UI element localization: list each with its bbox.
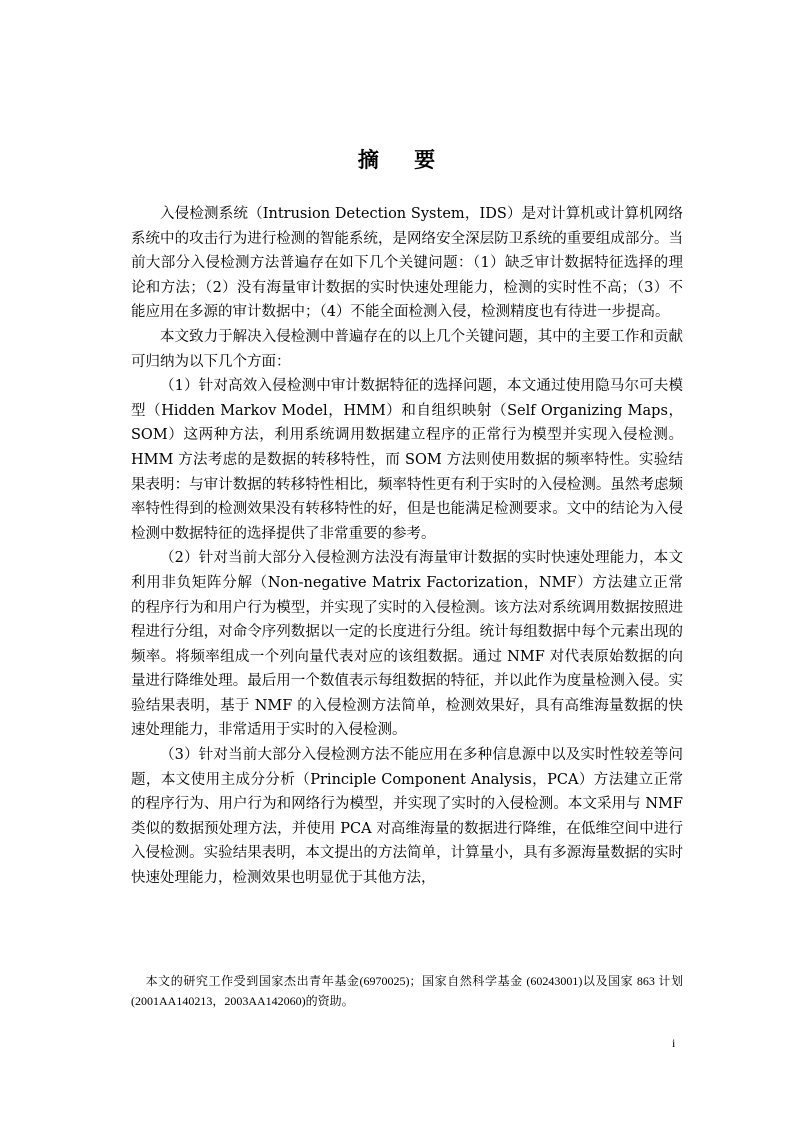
footnote-text: 本文的研究工作受到国家杰出青年基金(6970025)；国家自然科学基金 (60243001)以及国家 863 计划(2001AA140213，2003AA142060)的资助。 <box>131 974 683 1008</box>
funding-footnote <box>131 971 683 1011</box>
abstract-body <box>131 202 683 891</box>
paragraph-contribution-2: （2）针对当前大部分入侵检测方法没有海量审计数据的实时快速处理能力，本文利用非负矩阵分解（Non-negative Matrix Factorization，NMF）方法建立正常的程序行为和用户行为模型，并实现了实时的入侵检测。该方法对系统调用数据按照进程进行分组，对命令序列数据以一定的长度进行分组。统计每组数据中每个元素出现的频率。将频率组成一个列向量代表对应的该组数据。通过 NMF 对代表原始数据的向量进行降维处理。最后用一个数值表示每组数据的特征，并以此作为度量检测入侵。实验结果表明，基于 NMF 的入侵检测方法简单，检测效果好，具有高维海量数据的快速处理能力，非常适用于实时的入侵检测。 <box>131 550 683 739</box>
paragraph-overview: 本文致力于解决入侵检测中普遍存在的以上几个关键问题，其中的主要工作和贡献可归纳为以下几个方面： <box>131 328 683 370</box>
paragraph-contribution-3: （3）针对当前大部分入侵检测方法不能应用在多种信息源中以及实时性较差等问题，本文使用主成分分析（Principle Component Analysis，PCA）方法建立正常的程序行为、用户行为和网络行为模型，并实现了实时的入侵检测。本文采用与 NMF 类似的数据预处理方法，并使用 PCA 对高维海量的数据进行降维，在低维空间中进行入侵检测。实验结果表明，本文提出的方法简单，计算量小，具有多源海量数据的实时快速处理能力，检测效果也明显优于其他方法， <box>131 747 683 887</box>
paragraph-contribution-1: （1）针对高效入侵检测中审计数据特征的选择问题，本文通过使用隐马尔可夫模型（Hidden Markov Model，HMM）和自组织映射（Self Organizing Maps，SOM）这两种方法，利用系统调用数据建立程序的正常行为模型并实现入侵检测。HMM 方法考虑的是数据的转移特性，而 SOM 方法则使用数据的频率特性。实验结果表明：与审计数据的转移特性相比，频率特性更有利于实时的入侵检测。虽然考虑频率特性得到的检测效果没有转移特性的好，但是也能满足检测要求。文中的结论为入侵检测中数据特征的选择提供了非常重要的参考。 <box>131 378 683 542</box>
page-number: i <box>672 1036 676 1050</box>
paragraph-intro: 入侵检测系统（Intrusion Detection System，IDS）是对计算机或计算机网络系统中的攻击行为进行检测的智能系统，是网络安全深层防卫系统的重要组成部分。当前大部分入侵检测方法普遍存在如下几个关键问题：（1）缺乏审计数据特征选择的理论和方法；（2）没有海量审计数据的实时快速处理能力，检测的实时性不高；（3）不能应用在多源的审计数据中；（4）不能全面检测入侵，检测精度也有待进一步提高。 <box>131 206 683 321</box>
page-title: 摘 要 <box>357 148 450 172</box>
